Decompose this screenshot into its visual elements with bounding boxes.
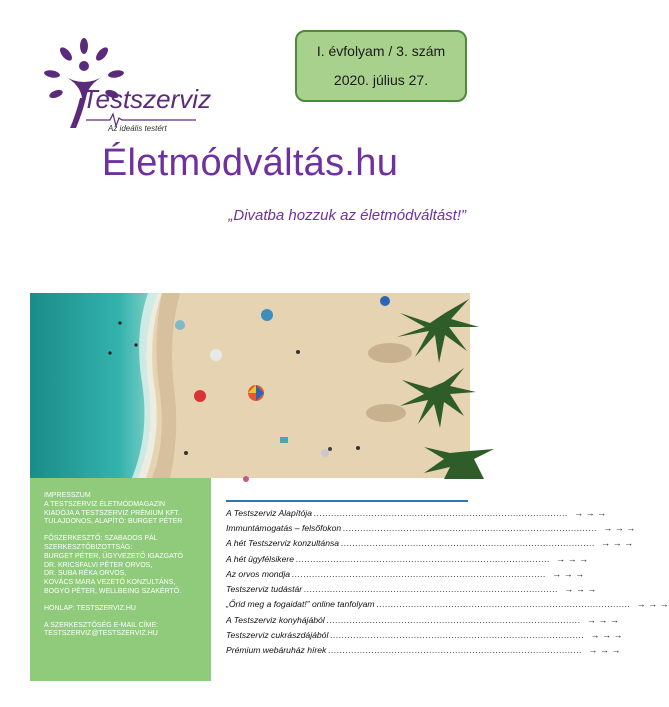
testszerviz-logo	[36, 36, 212, 136]
arrow-right-icon: → → →	[574, 507, 607, 518]
cover-photo-beach	[30, 293, 470, 478]
toc-item[interactable]: Az orvos mondja ........................................................................................ → → →	[226, 568, 585, 579]
toc-item[interactable]: Testszerviz tudástár ........................................................................................ → → →	[226, 584, 597, 595]
toc-item[interactable]: „Őrid meg a fogaidat!” online tanfolyam ........................................................................................ → → →	[226, 599, 669, 610]
impressum-editors: FŐSZERKESZTŐ: SZABADOS PÁL SZERKESZTŐBIZOTTSÁG: BURGET PÉTER, ÜGYVEZETŐ IGAZGATÓ DR. KRICSFALVI PÉTER ORVOS, DR. SUBA RÉKA ORVOS, KOVÁCS MARA VEZETŐ KONZULTÁNS, BOGYÓ PÉTER, WELLBEING SZAKÉRTŐ.	[44, 535, 183, 595]
slogan: „Divatba hozzuk az életmódváltást!”	[228, 207, 466, 224]
arrow-right-icon: → → →	[586, 614, 619, 625]
toc-item[interactable]: Immuntámogatás – felsőfokon ........................................................................................ → → →	[226, 522, 636, 533]
arrow-right-icon: → → →	[636, 599, 669, 610]
toc-item[interactable]: A hét Testszerviz konzultánsa ........................................................................................ → → →	[226, 538, 634, 549]
logo-figure-icon	[36, 36, 212, 136]
impressum-email: A SZERKESZTŐSÉG E-MAIL CÍME: TESTSZERVIZ@TESTSZERVIZ.HU	[44, 621, 159, 638]
arrow-right-icon: → → →	[590, 630, 623, 641]
arrow-right-icon: → → →	[556, 553, 589, 564]
toc-item[interactable]: Testszerviz cukrászdájából ........................................................................................ → → →	[226, 630, 623, 641]
arrow-right-icon: → → →	[588, 645, 621, 656]
svg-text:Testszerviz: Testszerviz	[82, 84, 212, 114]
toc-item[interactable]: A hét ügyfélsikere ........................................................................................ → → →	[226, 553, 589, 564]
toc-item[interactable]: A Testszerviz konyhájából ........................................................................................ → → →	[226, 614, 619, 625]
arrow-right-icon: → → →	[564, 584, 597, 595]
toc-item[interactable]: Prémium webáruház hírek ........................................................................................ → → →	[226, 645, 621, 656]
arrow-right-icon: → → →	[552, 568, 585, 579]
magazine-title: Életmódváltás.hu	[101, 142, 399, 184]
toc-item[interactable]: A Testszerviz Alapítója ........................................................................................ → → →	[226, 507, 607, 518]
impressum-publisher: IMPRESSZUM A TESTSZERVIZ ÉLETMÓDMAGAZIN KIADÓJA A TESTSZERVIZ PRÉMIUM KFT. TULAJDONOS, ALAPÍTÓ: BURGET PÉTER	[44, 492, 183, 526]
table-of-contents	[226, 505, 669, 658]
issue-info-box	[295, 30, 467, 102]
issue-number: I. évfolyam / 3. szám	[316, 43, 446, 59]
svg-text:Az ideális testért: Az ideális testért	[108, 124, 167, 133]
toc-divider	[226, 500, 468, 502]
impressum-website: HONLAP: TESTSZERVIZ.HU	[44, 604, 136, 612]
arrow-right-icon: → → →	[603, 522, 636, 533]
arrow-right-icon: → → →	[601, 538, 634, 549]
impressum-box	[30, 478, 211, 681]
issue-date: 2020. július 27.	[333, 72, 429, 88]
